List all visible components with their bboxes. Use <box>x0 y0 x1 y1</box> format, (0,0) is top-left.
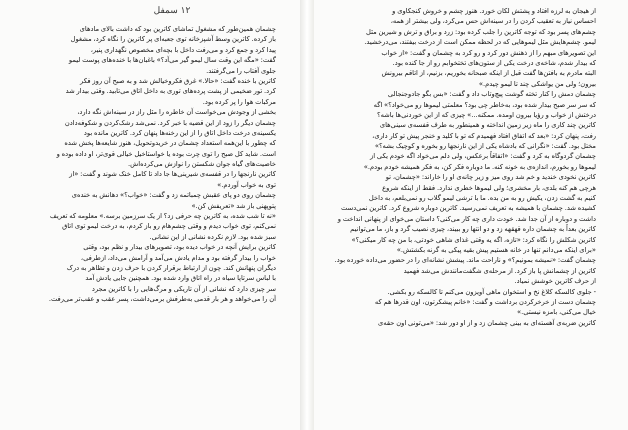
text-line: لیموها رو بخورم، اندازه‌ی به خونه کنه. ما دوباره فکر کن، به فکر همیشه خودم بودم.» <box>363 162 596 171</box>
text-line: رفت، پنهان کرد: «بعد که اتفاق افتاد فهمیدم که تو با کلید و خنجر پیش تو کار داری، <box>372 131 596 140</box>
text-line: کاترین برایش آنچه در خواب دیده بود، تصویرهای بیدار و نظم بود، وقتی <box>83 243 276 252</box>
text-line: گفت: «مگه این وقت سال لیمو گیر می‌آد؟» باغبان‌ها با خنده‌های پوست لیمو <box>68 56 276 65</box>
text-line: نمی‌کنم، توی خواب دیدم و وقتی چشم‌هام رو باز کردم، به درخت لیمو توی اتاق <box>62 222 276 231</box>
text-line: خاصیت‌های گیاه جوان شکستن را نوازش می‌کرده‌اش. <box>128 160 276 169</box>
text-line: کاترین ضربه‌ی آهسته‌ای به بینی چشمان زد و از او دور شد: «می‌تونی اون حقه‌ی <box>378 318 596 327</box>
right-page <box>314 0 628 430</box>
text-line: چشمان گفت: «نمیشه بمونیم؟» و ناراحت ماند. پیشش نشانه‌ای را در حضور می‌داده خورده بود. <box>334 256 596 265</box>
text-line: لیمو. چشم‌هایش مثل لیموهایی که در لحظه ممکن است از درخت بیفتند، می‌درخشید. <box>364 38 596 47</box>
left-page <box>0 0 300 430</box>
text-line: چشمان دیگر را زود از این قضیه با خبر کرد. نمی‌شد رشک‌کردن و شکوفه‌دادن <box>64 118 276 127</box>
text-line: کاترین نارنجها را در قفسه‌ی شیرینی‌ها جا داد تا کامل خنک شوند و گفت: «از <box>69 170 276 179</box>
text-line: «برای اینکه می‌دانم تنها در خانه هستیم پیش بقیه پیکی به گرنه بکشتش.» <box>396 245 596 254</box>
text-line: هرچی هم کنه بلدی، بار مخشری؛ ولی لیموها خطری ندارد. فقط از اینکه شروع <box>382 183 596 192</box>
text-line: توی به خواب آوردم.» <box>217 180 276 189</box>
text-line: از هیجان به لرزه افتاد و پشتش لکان خورد. هنوز چشم و خروش کنجکاوی و <box>392 7 596 15</box>
text-line: کاترین چند کاری را ماه زیر زمین انداخته و همینطور به طرف قفسه‌ی سینی‌های <box>379 121 596 130</box>
text-line: چشمان گردوگاه به کرد و گفت: «اتفاقاً برعکس، ولی دلم می‌خواد اگه خودم یکی از <box>369 152 596 161</box>
text-line: احساس نیاز به تعقیب کردن را در سینه‌اش حس می‌کرد، ولی بیشتر از همه، <box>390 17 596 26</box>
text-line: یکسینه‌ی درخت داخل اتاق را از این رخنه‌ها پنهان کرد. کاترین مانده بود <box>83 128 276 137</box>
right-page-text <box>328 6 596 328</box>
text-line: چشمان همین‌طور که مشغول تماشای کاترین بود که داشت بالای مادهای <box>79 25 276 33</box>
text-line: چشمان روی دو پای عقبش چمباتمه زد و گفت: «خواب؟» دهانش به خنده‌ی <box>71 191 276 200</box>
text-line: که چطور با این‌همه استعداد چشمان در خریدوتحویل، هنوز شایعه‌ها پخش شده <box>64 139 276 148</box>
text-line: مختل بود. گفت: «نگرانی که بادشاه یکی از این نارنجها رو بخوره و کوچیک بشه؟» <box>374 142 596 151</box>
text-line: خواب را بیدار گرفته بود و مدام یادش می‌آمد و آرامش می‌داد، ازطرفی، <box>80 253 276 262</box>
text-line: بخشی از وجودش می‌خواست آن خاطره را مثل راز در سینه‌اش نگه دارد، <box>77 108 276 117</box>
book-gutter <box>300 0 314 430</box>
text-line: از حرف کاترین خوشش نمیاد. <box>514 277 596 286</box>
text-line: مرکبات هوا را پر کرده بود. <box>202 97 276 106</box>
text-line: جلوی آفتاب را می‌گرفتند. <box>206 66 276 75</box>
text-line: پیدا کرد و جمع کرد و می‌رفت داخل با بچه‌ای مخصوص نگهداری پنیر، <box>90 45 276 54</box>
text-line: کنیم به گشت زدن، یکیش رو به من بده. ما با ترشی لیمو گلاب رو نمی‌بلعم، به داخل <box>368 194 596 203</box>
text-line: باز کرده. کاترین وسط آشپزخانه توی جعبه‌ای پر کاترین را نگاه کرد، مشغول <box>70 35 276 44</box>
text-line: داشت و دوباره از آن جدا شد. خودت داری چه کار می‌کنی؟ داستان می‌خوای از پنهانی انداخت و <box>337 214 596 223</box>
text-line: چشم‌های پسر بود که توجه کاترین را جلب کرده بود: زرد و براق و ترش و شیرین مثل <box>366 27 596 36</box>
text-line: چشمان دست از خرخرکردن برداشت و گفت: «خانم پیشکرتون، اون قدرها هم که <box>374 297 596 306</box>
text-line: که سر سر صبح بیدار شده بود، به‌خاطر چی بود؟ معلمتی لیموها رو می‌خواد؟» اگه <box>373 100 596 109</box>
text-line: سر چیزی دارد که نشانی از آن تاریکی و مرگ‌هایی را با کاترین مجرد <box>91 284 276 293</box>
text-line: کاترین شکلش را نگاه کرد: «تازه، اگه یه وقتی غذای شاهی خودتی، با من چه کار میکنی؟» <box>351 235 596 244</box>
text-line: این تصویرهای مبهم را از ذهنش دور کرد و رو کرد به چشمان و گفت: «از خواب <box>381 48 596 57</box>
text-line: آن را می‌خواهد و هر بار قدمی به‌طرفش برمی‌داشت، پسر عقب و عقب‌تر می‌رفت. <box>48 295 276 304</box>
text-line: دیگران پنهانش کند. چون از ارتباط برقرار کردن با حرف زدن و تظاهر به درک <box>66 263 276 272</box>
text-line: کاترین نخودی خندید و خم شد روی میز و زیر چانه‌ی او را خاراند: «چشمان، تو <box>385 173 596 182</box>
text-line: کشیده شد. چشمان با همیشه به تعریف نمی‌رسید. کاترین دوباره شروع کرد. کاترین نمی‌دست <box>341 204 596 213</box>
text-line: خیال می‌کنی، بامزه نیستی.» <box>517 308 596 317</box>
text-line: بیرون؛ ولی من یواشکی چند تا لیمو چیدم.» <box>478 79 596 88</box>
text-line: درختش از خواب و رؤیا بیرون اومده. ممکنه...» چیزی که از این خوردنی‌ها باشه؟ <box>377 110 596 119</box>
text-line: کرد. تور ضخیمی از پشت پرده‌های توری به داخل اتاق می‌تابید. وقتی بیدار شد <box>65 87 276 96</box>
text-line: پتوپهنی باز شد «تعریفش کن.» <box>191 201 276 210</box>
text-line: سبز شده بود. لازم نکرده نشانی از این نشانی. <box>149 232 276 241</box>
page-header: ۱۲ سمفل <box>153 6 191 16</box>
text-line: «نه تا شب شده، به کاترین چه حرفی زد؟ از یک سرزمین برسه.» معلومه که تعریف <box>49 212 276 221</box>
left-page-text <box>40 24 276 305</box>
text-line: با لباس سرتاپا سیاه در راه اتاق وارد شده بود. همچنین جایی یادش آمد <box>85 274 276 283</box>
text-line: است. شاید کل صبح را توی چرت بوده یا خواستاخیل خیالی قوی‌تر، او داده بوده و <box>56 149 276 158</box>
text-line: - جلوی کالسکه کلاغ نخ و استخوان ماهی آویزون می‌کنم تا کالسکه رو بکشی. <box>387 287 596 296</box>
text-line: چشمان دمش را کنار تخته گوشت پیچ‌وتاب داد و گفت: «بس بگو جادوجنجالی <box>387 90 596 99</box>
text-line: البته مادرم به بافتن‌ها گفت قبل از اینکه صبحانه بخوریم، بزنیم، از اتاقم بیرونش <box>381 69 596 78</box>
text-line: کاترین با خنده گفت: «حالا.» غرق فکروخیالش شد و به صبح آن روز فکر <box>80 76 276 85</box>
text-line: کاترین از چشمانش پا باز کرد. از مرحله‌ی شگفت‌مانندش می‌شد فهمید <box>403 266 596 275</box>
text-line: که بیدار شدم، شاخه‌ی درخت یکی از ستون‌های تختخوابم رو از جا کنده بود. <box>392 58 596 67</box>
text-line: کاترین بعداً به چشمان داره قهقهه زد و دو انتها رو ببیند، چیزی نصیب گرد و باز، ما می‌توانیم <box>350 225 596 234</box>
